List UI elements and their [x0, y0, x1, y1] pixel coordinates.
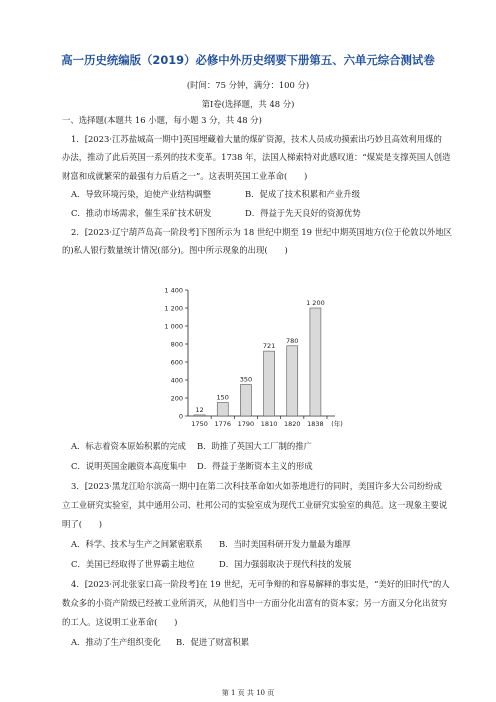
x-tick-label: 1810: [260, 420, 278, 428]
x-axis-unit: (年): [331, 420, 343, 428]
q3-line-3: 明了( ): [62, 519, 103, 529]
y-tick-label: 400: [170, 376, 183, 385]
q1-option-b[interactable]: B．促成了技术积累和产业升级: [245, 189, 361, 199]
exam-meta: (时间：75 分钟，满分：100 分): [186, 80, 310, 90]
bar-value-label: 12: [195, 405, 204, 414]
bar: [287, 346, 298, 416]
q1-option-d[interactable]: D．得益于先天良好的资源优势: [245, 208, 361, 218]
bar-value-label: 721: [262, 342, 276, 351]
bar: [217, 403, 228, 417]
q3-option-a[interactable]: A．科学、技术与生产之间紧密联系: [71, 539, 203, 549]
bar-value-label: 350: [239, 375, 253, 384]
x-tick-label: 1838: [307, 420, 324, 428]
q1-option-c[interactable]: C．推动市场需求，催生采矿技术研发: [71, 208, 212, 218]
q3-line-1: 3．[2023·黑龙江哈尔滨高一期中]在第二次科技革命如火如荼地进行的同时，美国许多大公司纷纷成: [71, 481, 442, 491]
q4-line-3: 的工人。这说明工业革命( ): [62, 617, 178, 627]
q3-option-c[interactable]: C．美国已经取得了世界霸主地位: [71, 559, 195, 569]
q4-line-1: 4．[2023·河北张家口高一阶段考]在 19 世纪，无可争辩的和容易解释的事实是，“美好的旧时代”的人: [71, 579, 450, 589]
bar: [240, 385, 251, 417]
q4-option-a[interactable]: A．推动了生产组织变化: [71, 637, 161, 647]
q2-line-2: 的)私人银行数量统计情况(部分)。图中所示现象的出现( ): [62, 245, 288, 255]
q3-option-d[interactable]: D．国力强弱取决于现代科技的发展: [219, 559, 352, 569]
q2-option-c[interactable]: C．说明英国金融资本高度集中: [71, 461, 187, 471]
x-tick-label: 1750: [191, 420, 208, 428]
q2-option-b[interactable]: B．助推了英国大工厂制的推广: [197, 441, 313, 451]
q1-line-1: 1．[2023·江苏盐城高一期中]英国埋藏着大量的煤矿资源，技术人员成功摸索出巧妙且高效利用煤的: [71, 134, 442, 144]
bar: [264, 351, 275, 416]
y-tick-label: 800: [170, 340, 183, 349]
q3-line-2: 立工业研究实验室，其中通用公司、杜邦公司的实验室成为现代工业研究实验室的典范。这一现象主要说: [62, 500, 448, 510]
y-tick-label: 1 400: [164, 286, 183, 295]
x-tick-label: 1820: [283, 420, 301, 428]
page-number: 第 1 页 共 10 页: [221, 689, 275, 697]
q1-line-2: 办法，推动了此后英国一系列的技术变革。1738 年，法国人梯索特对此感叹道：“煤炭是支撑英国人创造: [62, 152, 451, 162]
q1-option-a[interactable]: A．导致环境污染，迫使产业结构调整: [71, 189, 212, 199]
x-tick-label: 1790: [237, 420, 255, 428]
y-tick-label: 0: [178, 412, 183, 421]
y-tick-label: 1 000: [164, 322, 183, 331]
q2-option-d[interactable]: D．得益于垄断资本主义的形成: [197, 461, 313, 471]
bar-value-label: 780: [286, 336, 299, 345]
section-heading: 一、选择题(本题共 16 小题，每小题 3 分，共 48 分): [62, 115, 262, 125]
page-title: 高一历史统编版（2019）必修中外历史纲要下册第五、六单元综合测试卷: [61, 53, 435, 67]
y-tick-label: 600: [170, 358, 183, 367]
y-tick-label: 200: [170, 394, 183, 403]
x-tick-label: 1776: [214, 420, 232, 428]
q2-line-1: 2．[2023·辽宁葫芦岛高一阶段考]下图所示为 18 世纪中期至 19 世纪中期英国地方(位于伦敦以外地区: [71, 227, 452, 237]
q2-option-a[interactable]: A．标志着资本原始积累的完成: [71, 441, 186, 451]
q4-option-b[interactable]: B．促进了财富积累: [176, 637, 250, 647]
bar-value-label: 150: [216, 393, 229, 402]
bar: [194, 415, 205, 416]
q1-line-3: 财富和成就繁荣的最强有力后盾之一”。这表明英国工业革命( ): [62, 171, 308, 181]
q3-option-b[interactable]: B．当时美国科研开发力量最为雄厚: [219, 539, 351, 549]
bar: [310, 308, 321, 416]
volume-heading: 第Ⅰ卷(选择题，共 48 分): [201, 99, 295, 109]
y-tick-label: 1 200: [164, 304, 183, 313]
bar-value-label: 1 200: [306, 299, 325, 307]
q4-line-2: 数众多的小资产阶级已经被工业所消灭，从他们当中一方面分化出富有的资本家；另一方面又分化出贫穷: [62, 598, 448, 608]
